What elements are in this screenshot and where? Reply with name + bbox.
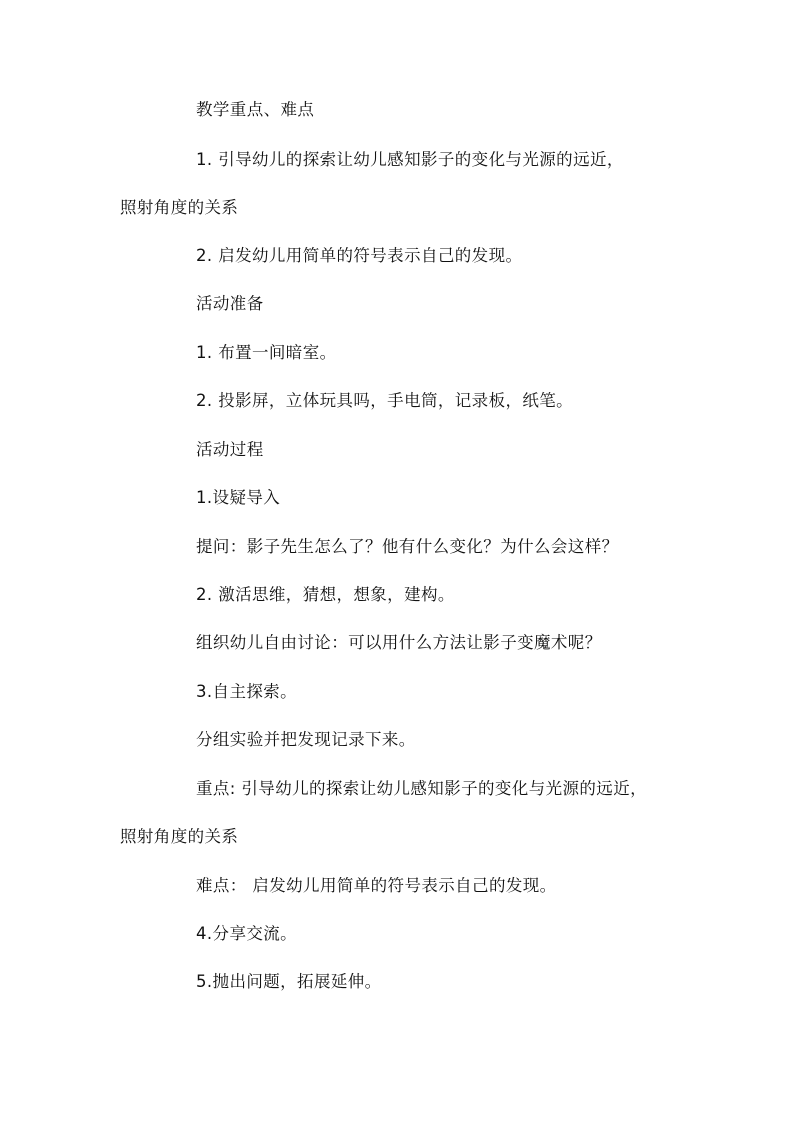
process-step-4: 4.分享交流。 — [196, 924, 298, 943]
process-step-2: 2. 激活思维，猜想，想象，建构。 — [196, 585, 455, 604]
key-point-1-continued: 照射角度的关系 — [120, 198, 239, 217]
process-group-experiment: 分组实验并把发现记录下来。 — [196, 730, 416, 749]
heading-process: 活动过程 — [196, 440, 264, 459]
process-step-1: 1.设疑导入 — [196, 488, 281, 507]
process-difficulty: 难点： 启发幼儿用简单的符号表示自己的发现。 — [196, 876, 557, 895]
heading-preparation: 活动准备 — [196, 294, 264, 313]
process-focus-point-continued: 照射角度的关系 — [120, 827, 239, 846]
process-step-3: 3.自主探索。 — [196, 682, 298, 701]
heading-key-points: 教学重点、难点 — [196, 100, 315, 119]
preparation-item-1: 1. 布置一间暗室。 — [196, 343, 337, 362]
key-point-1: 1. 引导幼儿的探索让幼儿感知影子的变化与光源的远近， — [196, 150, 624, 169]
process-focus-point: 重点: 引导幼儿的探索让幼儿感知影子的变化与光源的远近， — [196, 779, 648, 798]
key-point-2: 2. 启发幼儿用简单的符号表示自己的发现。 — [196, 246, 523, 265]
process-step-5: 5.抛出问题，拓展延伸。 — [196, 972, 382, 991]
process-discussion: 组织幼儿自由讨论：可以用什么方法让影子变魔术呢？ — [196, 633, 602, 652]
preparation-item-2: 2. 投影屏，立体玩具吗，手电筒，记录板，纸笔。 — [196, 391, 574, 410]
process-question: 提问：影子先生怎么了？他有什么变化？为什么会这样？ — [196, 537, 619, 556]
